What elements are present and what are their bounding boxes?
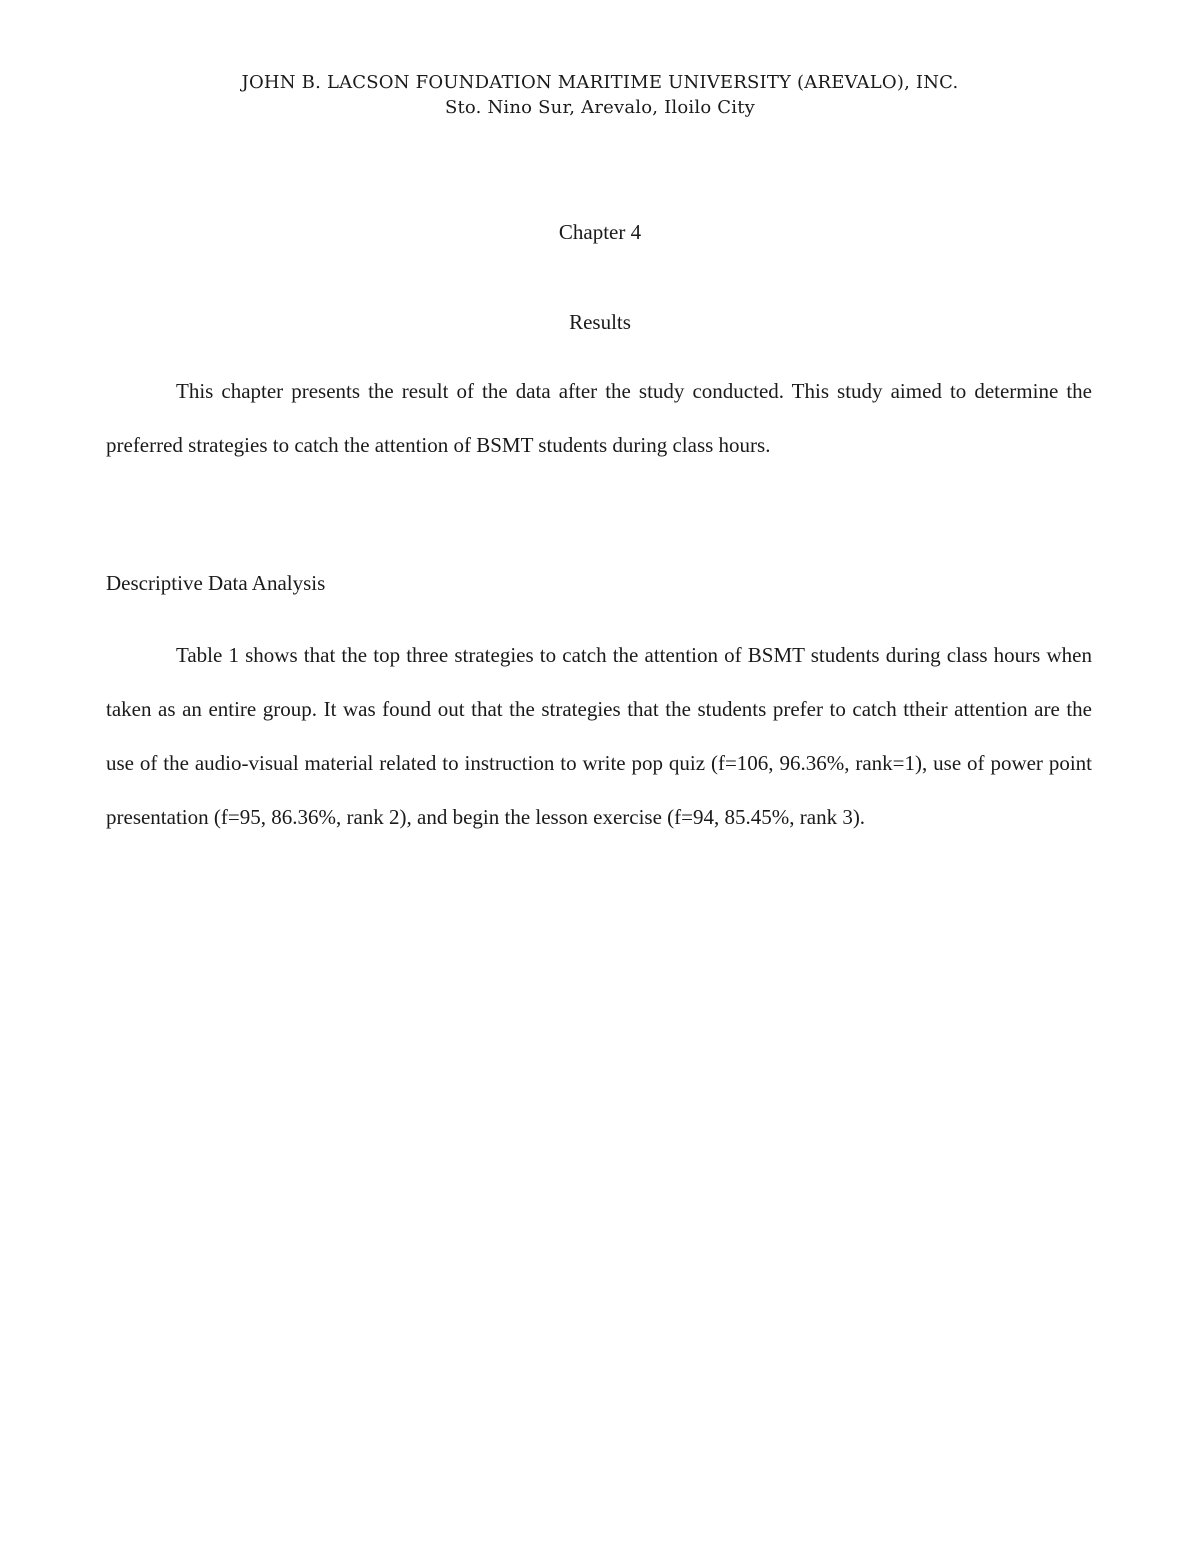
institution-name: JOHN B. LACSON FOUNDATION MARITIME UNIVERSITY (AREVALO), INC. <box>241 72 959 93</box>
institution-address: Sto. Nino Sur, Arevalo, Iloilo City <box>444 97 756 118</box>
subsection-heading: Descriptive Data Analysis <box>106 571 326 595</box>
intro-paragraph: This chapter presents the result of the data after the study conducted. This study aimed to determine the preferred strategies to catch the attention of BSMT students during class hours. <box>106 379 1092 457</box>
section-title: Results <box>569 310 631 334</box>
analysis-paragraph: Table 1 shows that the top three strategies to catch the attention of BSMT students during class hours when taken as an entire group. It was found out that the strategies that the students prefer to catch ttheir attention are the use of the audio-visual material related to instruction to write pop quiz (f=106, 96.36%, rank=1), use of power point presentation (f=95, 86.36%, rank 2), and begin the lesson exercise (f=94, 85.45%, rank 3). <box>106 643 1092 829</box>
chapter-title: Chapter 4 <box>558 220 642 244</box>
